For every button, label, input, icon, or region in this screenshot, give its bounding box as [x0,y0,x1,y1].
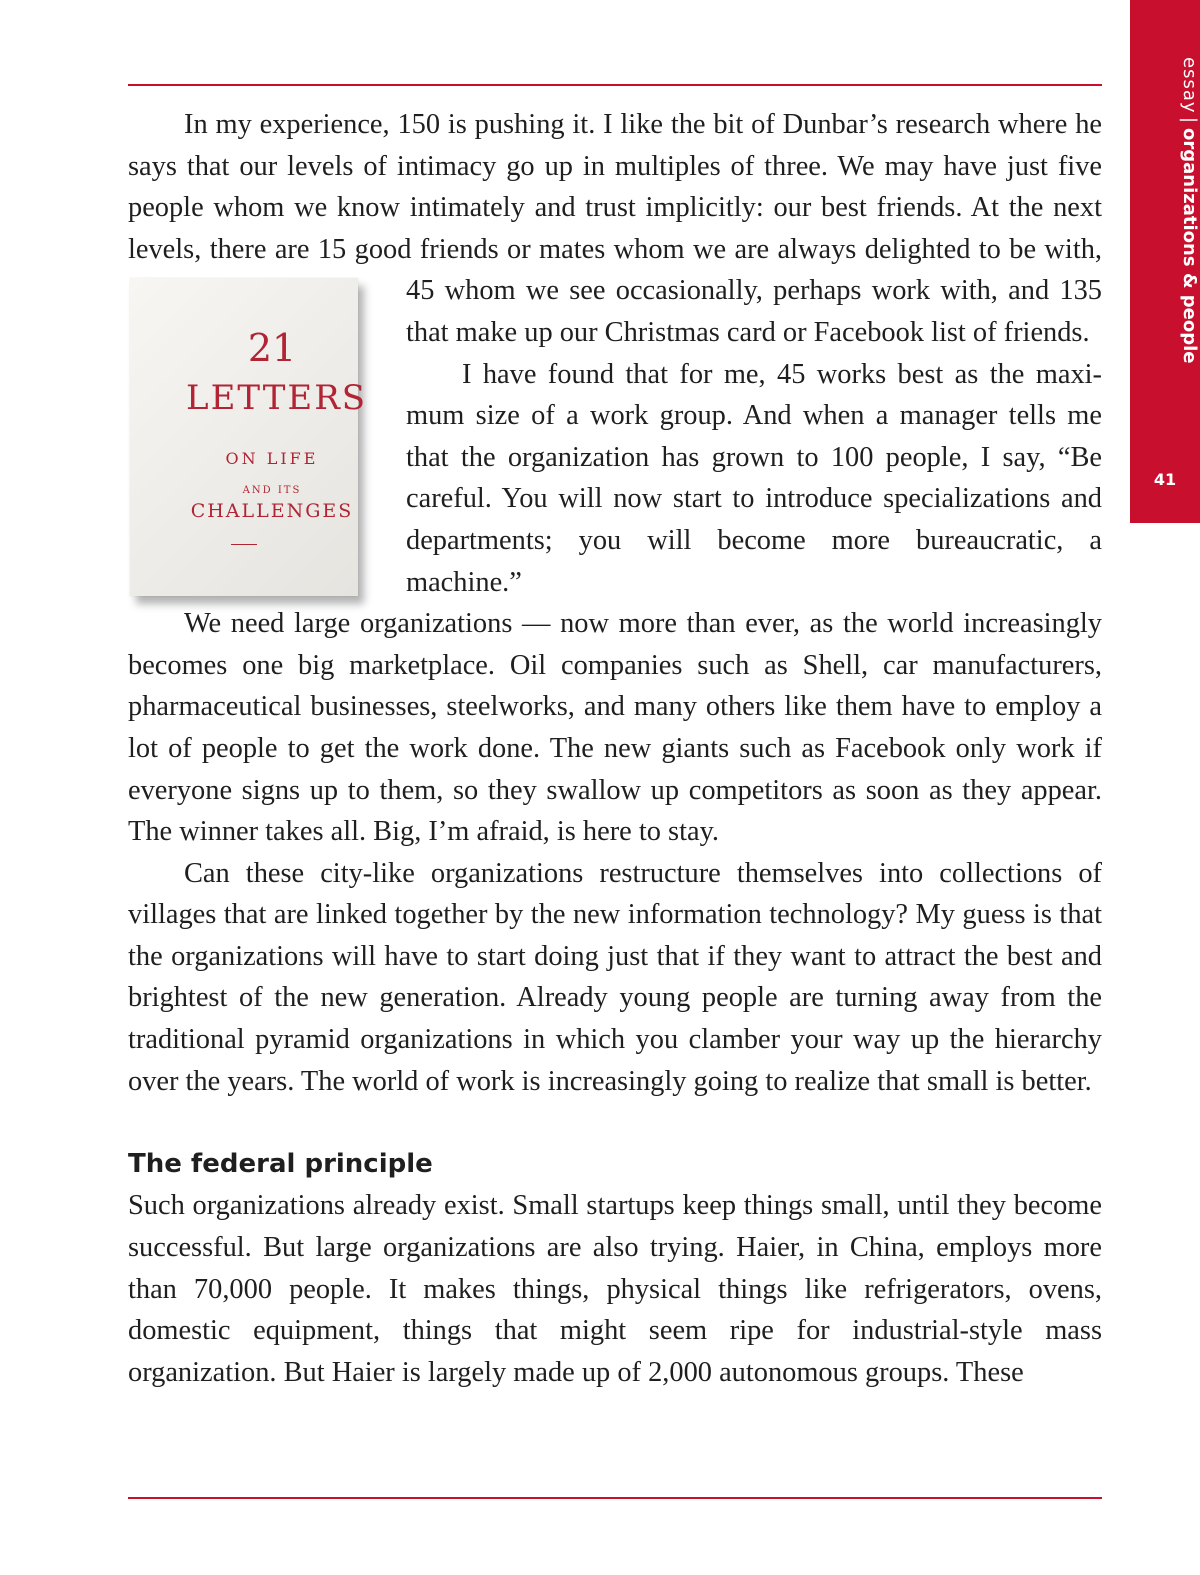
article-body [128,104,1102,1393]
book-cover-subtitle-2: AND ITS [242,485,302,497]
section-heading: The federal principle [128,1148,433,1179]
book-cover [130,278,368,596]
section-category: essay [1179,56,1200,114]
book-cover-title: LETTERS [186,378,368,419]
book-cover-subtitle-3: CHALLENGES [190,500,354,523]
book-cover-subtitle-1: ON LIFE [225,449,319,469]
section-label [1130,50,1200,370]
book-cover-rule [231,544,257,545]
paragraph-3: We need large organizations — now more than ever, as the world increasingly becomes one big marketplace. Oil companies such as Shell, car manufacturers, pharmaceutical businesses, steelworks, and many others like them have to employ a lot of people to get the work done. The new giants such as Facebook only work if everyone signs up to them, so they swallow up competitors as soon as they appear. The winner takes all. Big, I’m afraid, is here to stay. [128,608,1102,848]
book-cover-number: 21 [247,326,297,371]
paragraph-1-continuation: to be with, 45 whom we see occasionally, perhaps work with, and 135 that make up our Christmas card or Facebook list of friends. [406,233,1102,348]
section-tab [1130,0,1200,523]
section-title: organizations & people [1179,127,1200,364]
bottom-rule [128,1497,1102,1499]
top-rule [128,84,1102,86]
paragraph-4: Can these city-like organizations restructure themselves into collections of villages that are linked together by the new information technology? My guess is that the organizations will have to start doing just that if they want to attract the best and brightest of the new generation. Already young people are turning away from the traditional pyramid organizations in which you clamber your way up the hierarchy over the years. The world of work is increasingly going to realize that small is better. [128,857,1102,1097]
paragraph-2: I have found that for me, 45 works best as the maximum size of a work group. And when a manager tells me that the organization has grown to 100 people, I say, “Be careful. You will now start to introduce specializations and departments; you will become more bureaucratic, a machine.” [406,358,1102,598]
page-number: 41 [1153,470,1177,489]
section-separator: | [1179,117,1200,124]
book-figure [128,270,368,600]
paragraph-5: Such organizations already exist. Small startups keep things small, until they become successful. But large organizations are also trying. Haier, in China, employs more than 70,000 people. It makes things, physical things like refrigerators, ovens, domestic equipment, things that might seem ripe for industrial-style mass organization. But Haier is largely made up of 2,000 autonomous groups. These [128,1190,1102,1388]
paragraph-1-text: In my experience, 150 is pushing it. I like the bit of Dunbar’s research where he says that our levels of intimacy go up in multiples of three. We may have just five people whom we know intimately and trust implicitly: our best friends. At the next levels, there are 15 good friends or mates whom we are always delighted [128,109,1102,265]
